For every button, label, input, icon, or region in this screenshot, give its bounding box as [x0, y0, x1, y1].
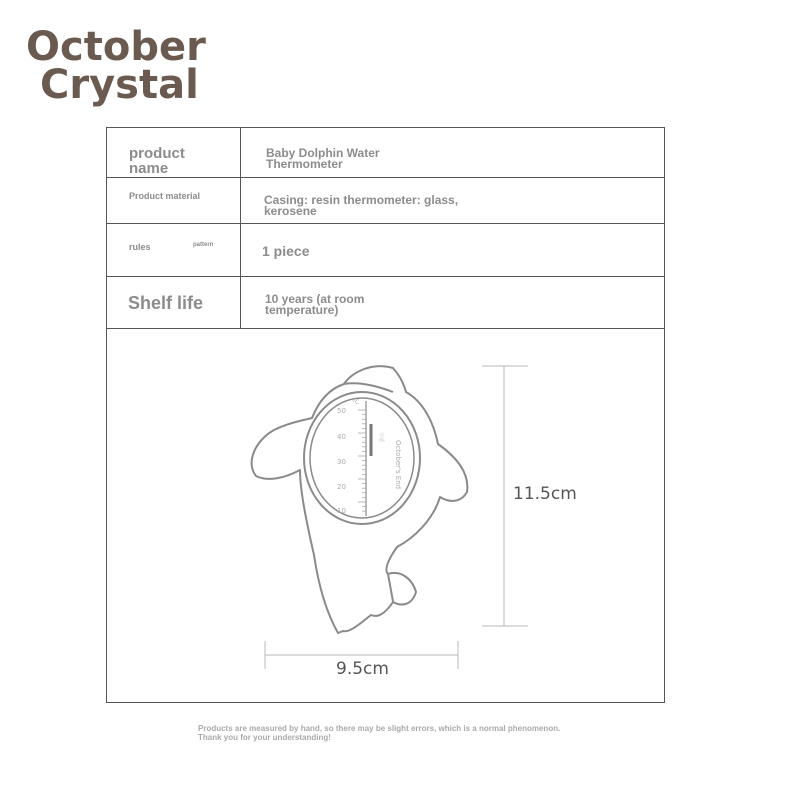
scale-label: 10	[337, 507, 346, 515]
thermometer-brand-text: October's End	[394, 440, 402, 490]
spec-value: 1 piece	[262, 243, 310, 259]
ok-zone-mark: 合适	[378, 432, 384, 443]
width-label: 9.5cm	[336, 659, 389, 679]
thermometer-scale-labels	[337, 399, 359, 515]
height-label: 11.5cm	[513, 484, 577, 504]
brand-line-1: October	[26, 24, 206, 70]
spec-label: product name	[129, 145, 185, 177]
scale-unit: °C	[352, 399, 360, 406]
measurement-note: Products are measured by hand, so there may be slight errors, which is a normal phenomenon. Thank you for your understanding!	[198, 724, 561, 742]
dolphin-thermometer-outline	[252, 366, 468, 633]
scale-label: 30	[337, 458, 346, 466]
brand-line-2: Crystal	[40, 62, 199, 108]
spec-label: Shelf life	[128, 293, 204, 313]
scale-label: 50	[337, 407, 346, 415]
spec-value: Baby Dolphin Water Thermometer	[266, 146, 380, 171]
scale-label: 40	[337, 433, 346, 441]
scale-label: 20	[337, 483, 346, 491]
spec-label: Product material	[129, 191, 201, 201]
spec-value: Casing: resin thermometer: glass, kerosene	[264, 193, 459, 218]
spec-label-secondary: pattern	[193, 242, 214, 248]
thermometer-ticks	[358, 410, 366, 511]
spec-value: 10 years (at room temperature)	[265, 292, 365, 317]
spec-label: rules	[129, 242, 151, 252]
